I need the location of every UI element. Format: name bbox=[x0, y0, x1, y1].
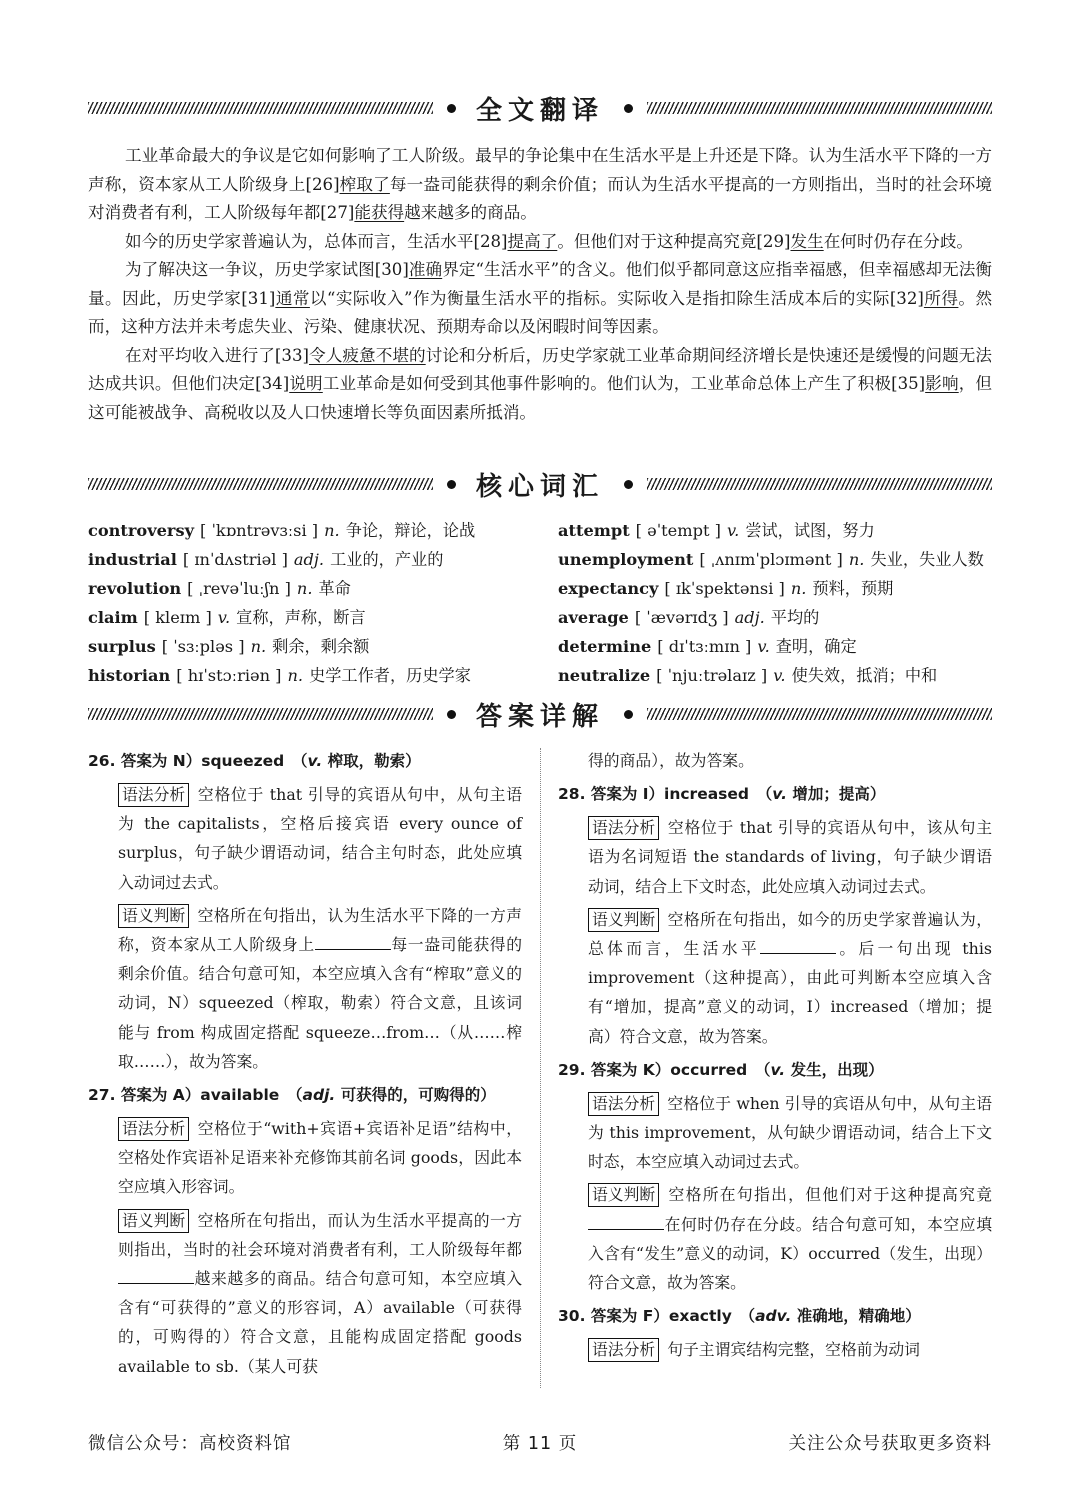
vocab-pos: n. bbox=[324, 521, 340, 540]
vocab-phonetic: [ ˈnjuːtrəlaɪz ] bbox=[656, 666, 768, 685]
vocab-pos: n. bbox=[790, 579, 807, 598]
vocab-entry bbox=[558, 516, 1018, 545]
vocab-entry bbox=[558, 574, 1018, 603]
vocab-phonetic: [ ˈævərɪdʒ ] bbox=[634, 608, 729, 627]
vocab-pos: n. bbox=[296, 579, 313, 598]
vocab-word: unemployment bbox=[558, 550, 694, 569]
bullet-dot bbox=[447, 480, 456, 489]
vocab-word: expectancy bbox=[558, 579, 659, 598]
section-header-answers bbox=[88, 694, 992, 734]
vocab-meaning: 查明，确定 bbox=[775, 637, 857, 656]
vocab-meaning: 史学工作者，历史学家 bbox=[309, 666, 471, 685]
vocab-meaning: 平均的 bbox=[770, 608, 820, 627]
vocab-phonetic: [ ˈsɜːpləs ] bbox=[161, 637, 245, 656]
vocab-pos: adj. bbox=[293, 550, 325, 569]
vocab-entry bbox=[558, 545, 1018, 574]
vocab-word: controversy bbox=[88, 521, 194, 540]
answers-column-left: 26. 答案为 N）squeezed （v. 榨取，勒索） 语法分析 空格位于 that 引导的宾语从句中，从句主语为 the capitalists，空格后接宾语 every ounce of surplus，句子缺少谓语动词，结合主句时态，此处应填入动词过去式。 语义判断 空格所在句指出，认为生活水平下降的一方声称，资本家从工人阶级身上 每一盎司能获得的剩余价值。结合句意可知，本空应填入含有“榨取”意义的动词，N）squeezed（榨取，勒索）符合文意，且该词能与 from 构成固定搭配 squeeze…from…（从……榨取……），故为答案。 27. 答案为 A）available （adj. 可获得的，可购得的） 语法分析 空格位于“with+宾语+宾语补足语”结构中，空格处作宾语补足语来补充修饰其前名词 goods，因此本空应填入形容词。 语义判断 空格所在句指出，而认为生活水平提高的一方则指出，当时的社会环境对消费者有利，工人阶级每年都越来越多的商品。结合句意可知，本空应填入含有“可获得的”意义的形容词，A）available（可获得的，可购得的）符合文意，且能构成固定搭配 goods available to sb.（某人可获 bbox=[88, 752, 522, 1376]
column-divider bbox=[540, 748, 542, 1388]
vocab-entry bbox=[88, 632, 548, 661]
vocab-meaning: 尝试，试图，努力 bbox=[745, 521, 875, 540]
vocab-word: surplus bbox=[88, 637, 156, 656]
vocab-entry bbox=[558, 661, 1018, 690]
vocab-phonetic: [ dɪˈtɜːmɪn ] bbox=[657, 637, 752, 656]
section-header-translation bbox=[88, 88, 992, 128]
vocab-meaning: 工业的，产业的 bbox=[330, 550, 444, 569]
bullet-dot bbox=[624, 710, 633, 719]
section-header-vocab bbox=[88, 464, 992, 504]
hatch-divider bbox=[88, 102, 433, 114]
vocab-phonetic: [ ˌrevəˈluːʃn ] bbox=[187, 579, 291, 598]
vocab-entry bbox=[88, 661, 548, 690]
translation-paragraph: 工业革命最大的争议是它如何影响了工人阶级。最早的争论集中在生活水平是上升还是下降。认为生活水平下降的一方声称，资本家从工人阶级身上[26]榨取了每一盎司能获得的剩余价值；而认为生活水平提高的一方则指出，当时的社会环境对消费者有利，工人阶级每年都[27]能获得越来越多的商品。 bbox=[88, 146, 993, 222]
vocab-phonetic: [ əˈtempt ] bbox=[635, 521, 721, 540]
footer-left: 微信公众号：高校资料馆 bbox=[88, 1434, 292, 1454]
vocab-pos: n. bbox=[287, 666, 304, 685]
vocab-entry bbox=[88, 516, 548, 545]
vocab-pos: adj. bbox=[734, 608, 765, 627]
section-title: 答案详解 bbox=[476, 701, 605, 732]
vocab-word: average bbox=[558, 608, 629, 627]
vocab-meaning: 使失效，抵消；中和 bbox=[791, 666, 938, 685]
vocab-pos: n. bbox=[250, 637, 267, 656]
vocab-word: neutralize bbox=[558, 666, 651, 685]
vocab-entry bbox=[88, 574, 548, 603]
vocab-word: attempt bbox=[558, 521, 630, 540]
vocab-list-right bbox=[558, 516, 1018, 690]
vocab-word: determine bbox=[558, 637, 652, 656]
hatch-divider bbox=[88, 708, 433, 720]
footer-right: 关注公众号获取更多资料 bbox=[788, 1434, 992, 1454]
bullet-dot bbox=[624, 480, 633, 489]
vocab-entry bbox=[88, 603, 548, 632]
vocab-meaning: 争论，辩论，论战 bbox=[345, 521, 476, 540]
vocab-meaning: 宣称，声称，断言 bbox=[236, 608, 366, 627]
vocab-list-left bbox=[88, 516, 548, 690]
bullet-dot bbox=[447, 710, 456, 719]
hatch-divider bbox=[647, 102, 992, 114]
vocab-phonetic: [ kleɪm ] bbox=[143, 608, 212, 627]
vocab-entry bbox=[558, 603, 1018, 632]
vocab-pos: v. bbox=[757, 637, 770, 656]
vocab-word: industrial bbox=[88, 550, 177, 569]
bullet-dot bbox=[447, 104, 456, 113]
vocab-word: claim bbox=[88, 608, 138, 627]
translation-paragraph: 如今的历史学家普遍认为，总体而言，生活水平[28]提高了。但他们对于这种提高究竟[29]发生在何时仍存在分歧。 bbox=[125, 231, 974, 251]
section-title: 核心词汇 bbox=[476, 471, 605, 502]
vocab-phonetic: [ hɪˈstɔːriən ] bbox=[176, 666, 282, 685]
vocab-pos: n. bbox=[848, 550, 865, 569]
translation-body bbox=[88, 142, 992, 427]
vocab-phonetic: [ ɪnˈdʌstriəl ] bbox=[182, 550, 288, 569]
vocab-meaning: 革命 bbox=[318, 579, 351, 598]
page-number: 第 11 页 bbox=[502, 1434, 578, 1454]
answers-column-right: 得的商品），故为答案。 28. 答案为 I）increased （v. 增加；提高） 语法分析 空格位于 that 引导的宾语从句中，该从句主语为名词短语 the standards of living，句子缺少谓语动词，结合上下文时态，此处应填入动词过去式。 语义判断 空格所在句指出，如今的历史学家普遍认为，总体而言，生活水平 。后一句出现 this improvement（这种提高），由此可判断本空应填入含有“增加，提高”意义的动词，I）increased（增加；提高）符合文意，故为答案。 29. 答案为 K）occurred （v. 发生，出现） 语法分析 空格位于 when 引导的宾语从句中，从句主语为 this improvement，从句缺少谓语动词，结合上下文时态，本空应填入动词过去式。 语义判断 空格所在句指出，但他们对于这种提高究竟在何时仍存在分歧。结合句意可知，本空应填入含有“发生”意义的动词，K）occurred（发生，出现）符合文意，故为答案。 30. 答案为 F）exactly （adv. 准确地，精确地） 语法分析 句子主谓宾结构完整，空格前为动词 bbox=[558, 746, 992, 1368]
vocab-phonetic: [ ˈkɒntrəvɜːsi ] bbox=[199, 521, 319, 540]
vocab-pos: v. bbox=[217, 608, 231, 627]
vocab-word: historian bbox=[88, 666, 171, 685]
section-title: 全文翻译 bbox=[476, 95, 605, 126]
vocab-phonetic: [ ɪkˈspektənsi ] bbox=[664, 579, 785, 598]
page-footer bbox=[88, 1430, 992, 1455]
translation-paragraph: 在对平均收入进行了[33]令人疲惫不堪的讨论和分析后，历史学家就工业革命期间经济增长是快速还是缓慢的问题无法达成共识。但他们决定[34]说明工业革命是如何受到其他事件影响的。他们认为，工业革命总体上产生了积极[35]影响，但这可能被战争、高税收以及人口快速增长等负面因素所抵消。 bbox=[88, 345, 993, 422]
hatch-divider bbox=[647, 708, 992, 720]
hatch-divider bbox=[647, 478, 992, 490]
vocab-pos: v. bbox=[773, 666, 786, 685]
bullet-dot bbox=[624, 104, 633, 113]
vocab-word: revolution bbox=[88, 579, 182, 598]
vocab-entry bbox=[88, 545, 548, 574]
hatch-divider bbox=[88, 478, 433, 490]
vocab-meaning: 剩余，剩余额 bbox=[272, 637, 370, 656]
vocab-phonetic: [ ˌʌnɪmˈplɔɪmənt ] bbox=[699, 550, 843, 569]
vocab-meaning: 失业，失业人数 bbox=[870, 550, 984, 569]
vocab-entry bbox=[558, 632, 1018, 661]
vocab-meaning: 预料，预期 bbox=[812, 579, 894, 598]
vocab-pos: v. bbox=[726, 521, 740, 540]
translation-paragraph: 为了解决这一争议，历史学家试图[30]准确界定“生活水平”的含义。他们似乎都同意这应指幸福感，但幸福感却无法衡量。因此，历史学家[31]通常以“实际收入”作为衡量生活水平的指标。实际收入是指扣除生活成本后的实际[32]所得。然而，这种方法并未考虑失业、污染、健康状况、预期寿命以及闲暇时间等因素。 bbox=[88, 260, 993, 336]
